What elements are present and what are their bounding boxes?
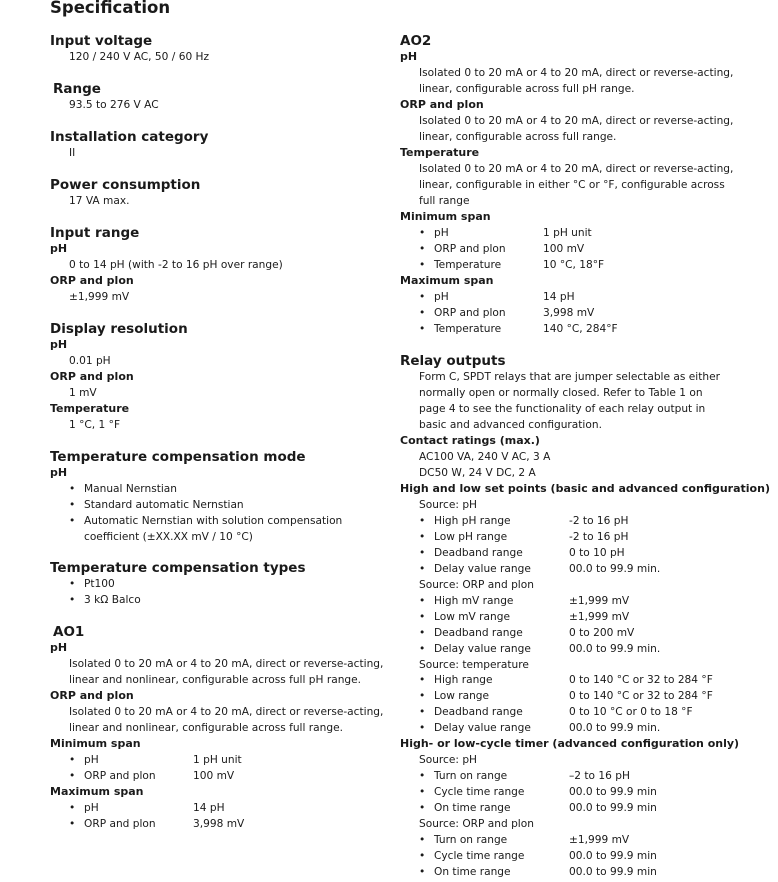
item-label: High range [434,674,493,686]
item-label: pH [84,802,99,814]
item-label: 3 kΩ Balco [84,594,141,606]
spec-text: linear and nonlinear, configurable across full pH range. [69,674,362,686]
bullet-icon: • [69,594,76,606]
section-heading: Input voltage [50,33,153,49]
list-item [400,257,760,273]
subsection-label: ORP and plon [50,370,134,383]
bullet-icon: • [419,243,426,255]
item-label: Deadband range [434,706,523,718]
bullet-icon: • [419,643,426,655]
list-item [50,592,410,608]
list-item [400,704,760,720]
list-item [400,513,760,529]
list-item [400,625,760,641]
bullet-icon: • [69,818,76,830]
spec-text: Form C, SPDT relays that are jumper selectable as either [419,371,720,383]
item-value: 00.0 to 99.9 min. [569,722,661,734]
section-heading: Input range [50,225,140,241]
list-item [50,800,410,816]
item-label: DC [419,467,435,479]
item-label: Automatic Nernstian with solution compensation [84,515,343,527]
item-label: Manual Nernstian [84,483,178,495]
section-heading: Display resolution [50,321,188,337]
item-label: pH [84,754,99,766]
spec-text: 120 / 240 V AC, 50 / 60 Hz [69,51,210,63]
item-label: Delay value range [434,563,531,575]
bullet-icon: • [69,499,76,511]
item-label: pH [434,227,449,239]
subsection-label: pH [50,466,68,479]
item-label: Temperature [434,323,502,335]
section-heading: Relay outputs [400,353,506,369]
list-item [400,641,760,657]
bullet-icon: • [419,595,426,607]
subsection-label: Temperature [50,402,130,415]
bullet-icon: • [69,770,76,782]
subsection-label: Maximum span [400,274,494,287]
spec-text: linear, configurable in either °C or °F, configurable across [419,179,725,191]
item-label: AC [419,451,434,463]
item-value: 00.0 to 99.9 min. [569,643,661,655]
bullet-icon: • [69,483,76,495]
spec-text: Isolated 0 to 20 mA or 4 to 20 mA, direct or reverse-acting, [419,67,734,79]
spec-text: Isolated 0 to 20 mA or 4 to 20 mA, direct or reverse-acting, [419,163,734,175]
spec-text: II [69,147,76,159]
item-value: 3,998 mV [193,818,245,830]
bullet-icon: • [419,674,426,686]
spec-text: Isolated 0 to 20 mA or 4 to 20 mA, direct or reverse-acting, [69,706,384,718]
spec-text: 1 mV [69,387,97,399]
list-item [50,752,410,768]
list-item [400,225,760,241]
section-heading: Temperature compensation types [50,560,306,576]
item-value: ±1,999 mV [569,595,630,607]
item-label: On time range [434,866,511,878]
bullet-icon: • [419,722,426,734]
item-label: ORP and plon [434,307,506,319]
subsection-label: Temperature [400,146,480,159]
list-item [400,672,760,688]
item-label: High pH range [434,515,511,527]
list-item [400,864,760,880]
bullet-icon: • [419,802,426,814]
list-item [400,593,760,609]
bullet-icon: • [419,531,426,543]
list-item [400,832,760,848]
item-value: ±1,999 mV [569,834,630,846]
bullet-icon: • [419,866,426,878]
list-item [400,241,760,257]
spec-text: page 4 to see the functionality of each relay output in [419,403,706,415]
item-value: 00.0 to 99.9 min [569,850,657,862]
spec-text: Source: temperature [419,659,529,671]
item-value: 00.0 to 99.9 min. [569,563,661,575]
bullet-icon: • [419,563,426,575]
bullet-icon: • [69,578,76,590]
list-item [400,768,760,784]
list-item [50,481,410,497]
list-item [400,561,760,577]
list-item [400,321,760,337]
list-item [50,497,410,513]
spec-text: Source: ORP and plon [419,579,534,591]
item-label: Deadband range [434,627,523,639]
subsection-label: Contact ratings (max.) [400,434,540,447]
item-label: Low mV range [434,611,510,623]
item-value: 14 pH [543,291,575,303]
list-item [400,800,760,816]
item-value: 14 pH [193,802,225,814]
bullet-icon: • [419,706,426,718]
subsection-label: High and low set points (basic and advanced configuration) [400,482,770,495]
subsection-label: pH [50,338,68,351]
bullet-icon: • [419,227,426,239]
list-item [400,609,760,625]
spec-text: 0.01 pH [69,355,111,367]
bullet-icon: • [419,834,426,846]
bullet-icon: • [419,547,426,559]
list-item [400,289,760,305]
bullet-icon: • [69,802,76,814]
item-value: 100 mV [193,770,235,782]
list-item [50,768,410,784]
spec-text: 17 VA max. [69,195,130,207]
spec-text: Source: pH [419,499,478,511]
item-value: 0 to 140 °C or 32 to 284 °F [569,690,713,702]
item-label: Low pH range [434,531,508,543]
list-item [50,513,410,529]
item-label: Delay value range [434,643,531,655]
item-label: ORP and plon [84,818,156,830]
bullet-icon: • [419,611,426,623]
list-item [400,784,760,800]
spec-text [400,465,778,481]
item-label: Cycle time range [434,850,525,862]
subsection-label: High- or low-cycle timer (advanced configuration only) [400,737,740,750]
spec-text: normally open or normally closed. Refer to Table 1 on [419,387,703,399]
spec-text: Isolated 0 to 20 mA or 4 to 20 mA, direct or reverse-acting, [419,115,734,127]
item-label: Deadband range [434,547,523,559]
spec-text: ±1,999 mV [69,291,130,303]
subsection-label: Minimum span [50,737,141,750]
item-value: 10 °C, 18°F [543,259,605,271]
section-heading: Range [53,81,101,97]
bullet-icon: • [419,786,426,798]
spec-text: 0 to 14 pH (with -2 to 16 pH over range) [69,259,283,271]
section-heading: Power consumption [50,177,201,193]
item-value: 1 pH unit [543,227,592,239]
item-value: 140 °C, 284°F [543,323,618,335]
item-label: pH [434,291,449,303]
spec-text: 1 °C, 1 °F [69,419,121,431]
subsection-label: Minimum span [400,210,491,223]
bullet-icon: • [69,515,76,527]
item-label: ORP and plon [434,243,506,255]
list-item [50,576,410,592]
item-label: Delay value range [434,722,531,734]
item-label: Turn on range [434,770,508,782]
item-label: coefficient (±XX.XX mV / 10 °C) [84,531,253,543]
subsection-label: pH [50,641,68,654]
list-item [50,529,410,545]
bullet-icon: • [69,754,76,766]
section-heading: Installation category [50,129,209,145]
spec-text: Isolated 0 to 20 mA or 4 to 20 mA, direct or reverse-acting, [69,658,384,670]
section-heading: AO1 [53,624,85,640]
item-label: On time range [434,802,511,814]
item-value: ±1,999 mV [569,611,630,623]
subsection-label: pH [50,242,68,255]
subsection-label: Maximum span [50,785,144,798]
bullet-icon: • [419,291,426,303]
spec-text: basic and advanced configuration. [419,419,602,431]
subsection-label: ORP and plon [400,98,484,111]
list-item [400,720,760,736]
item-value: 00.0 to 99.9 min [569,866,657,878]
spec-text: full range [419,195,470,207]
subsection-label: pH [400,50,418,63]
item-value: 00.0 to 99.9 min [569,786,657,798]
item-value: -2 to 16 pH [569,531,629,543]
spec-text: Source: pH [419,754,478,766]
item-label: Turn on range [434,834,508,846]
spec-text [400,449,778,465]
bullet-icon: • [419,850,426,862]
spec-text: 93.5 to 276 V AC [69,99,159,111]
item-value: -2 to 16 pH [569,515,629,527]
item-value: 0 to 140 °C or 32 to 284 °F [569,674,713,686]
item-value: –2 to 16 pH [569,770,630,782]
item-label: Temperature [434,259,502,271]
section-heading: AO2 [400,33,432,49]
item-value: 0 to 10 °C or 0 to 18 °F [569,706,693,718]
bullet-icon: • [419,515,426,527]
item-value: 100 mV [543,243,585,255]
item-value: 00.0 to 99.9 min [569,802,657,814]
list-item [400,305,760,321]
bullet-icon: • [419,770,426,782]
list-item [50,816,410,832]
item-value: 0 to 10 pH [569,547,625,559]
item-label: Low range [434,690,490,702]
spec-text: linear, configurable across full range. [419,131,617,143]
section-heading: Temperature compensation mode [50,449,306,465]
list-item [400,688,760,704]
item-value: 100 VA, 240 V AC, 3 A [433,451,551,463]
item-label: Standard automatic Nernstian [84,499,244,511]
item-value: 1 pH unit [193,754,242,766]
page-title: Specification [50,0,171,17]
spec-text: linear, configurable across full pH range. [419,83,635,95]
item-label: Pt100 [84,578,115,590]
bullet-icon: • [419,323,426,335]
item-value: 50 W, 24 V DC, 2 A [434,467,536,479]
bullet-icon: • [419,627,426,639]
item-value: 0 to 200 mV [569,627,635,639]
list-item [400,545,760,561]
spec-text: linear and nonlinear, configurable across full range. [69,722,343,734]
list-item [400,848,760,864]
item-value: 3,998 mV [543,307,595,319]
subsection-label: ORP and plon [50,689,134,702]
item-label: High mV range [434,595,514,607]
bullet-icon: • [419,259,426,271]
subsection-label: ORP and plon [50,274,134,287]
item-label: Cycle time range [434,786,525,798]
bullet-icon: • [419,307,426,319]
item-label: ORP and plon [84,770,156,782]
spec-text: Source: ORP and plon [419,818,534,830]
bullet-icon: • [419,690,426,702]
list-item [400,529,760,545]
